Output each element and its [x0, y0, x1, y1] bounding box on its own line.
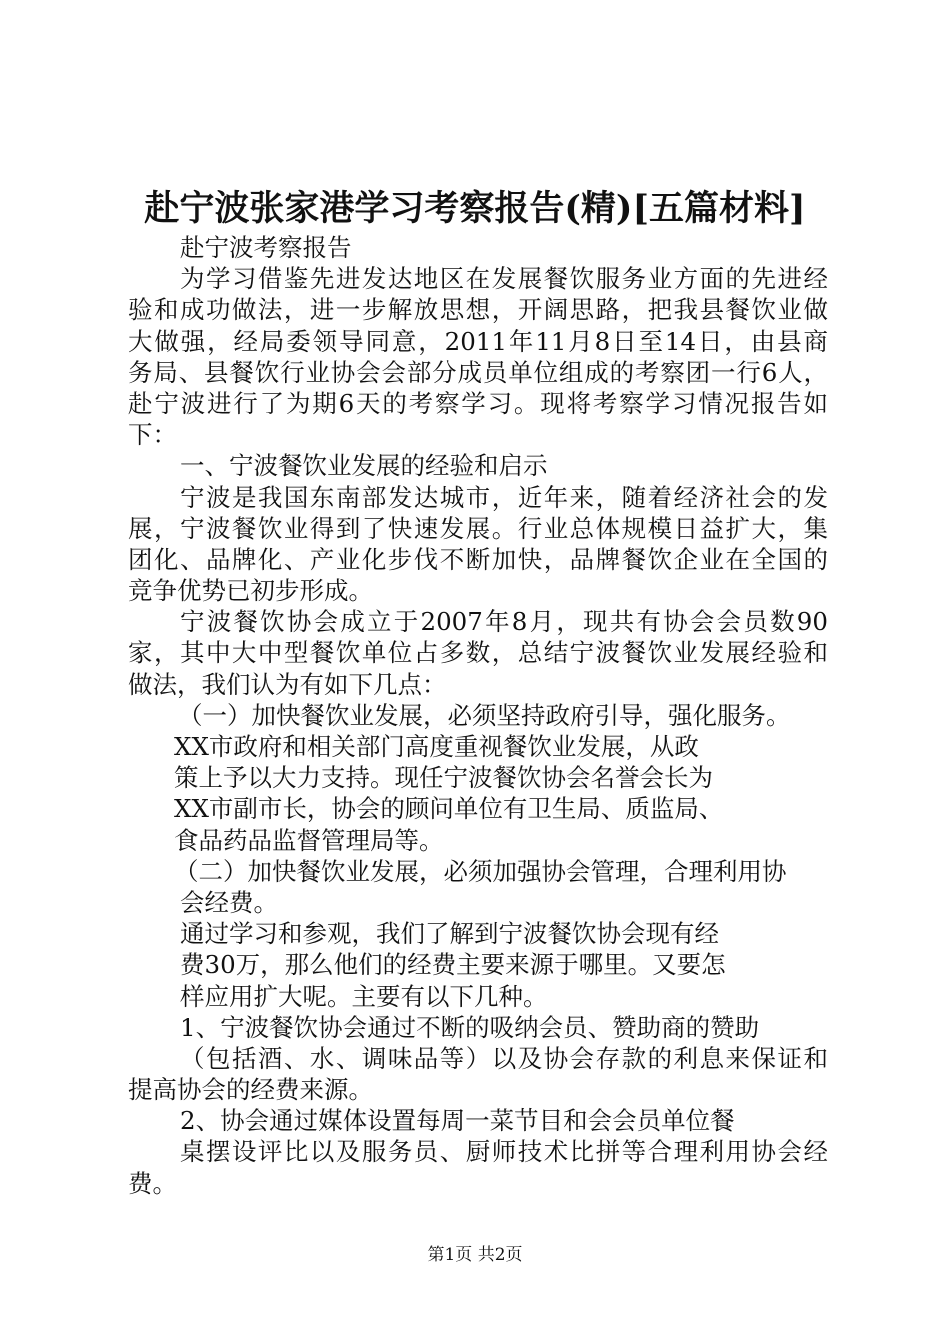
- paragraph-line: 务局、县餐饮行业协会会部分成员单位组成的考察团一行6人，: [128, 357, 828, 387]
- paragraph-line: 策上予以大力支持。现任宁波餐饮协会名誉会长为: [174, 763, 713, 793]
- list-item: 1、宁波餐饮协会通过不断的吸纳会员、赞助商的赞助: [180, 1012, 760, 1042]
- paragraph-line: 宁波餐饮协会成立于2007年8月，现共有协会会员数90: [180, 607, 828, 637]
- list-item: 提高协会的经费来源。: [128, 1075, 373, 1105]
- paragraph-line: 家，其中大中型餐饮单位占多数，总结宁波餐饮业发展经验和: [128, 638, 828, 668]
- paragraph-line: 样应用扩大呢。主要有以下几种。: [180, 981, 548, 1011]
- paragraph-line: 通过学习和参观，我们了解到宁波餐饮协会现有经: [180, 919, 719, 949]
- section-heading: 一、宁波餐饮业发展的经验和启示: [180, 451, 548, 481]
- paragraph-line: 宁波是我国东南部发达城市，近年来，随着经济社会的发: [180, 482, 828, 512]
- document-body: [128, 232, 828, 1199]
- paragraph-line: 做法，我们认为有如下几点：: [128, 669, 447, 699]
- section-heading: 赴宁波考察报告: [180, 233, 352, 262]
- paragraph-line: 食品药品监督管理局等。: [174, 825, 444, 855]
- document-title: 赴宁波张家港学习考察报告(精)[五篇材料]: [144, 188, 806, 229]
- paragraph-line: 展，宁波餐饮业得到了快速发展。行业总体规模日益扩大，集: [128, 513, 828, 543]
- paragraph-line: 竞争优势已初步形成。: [128, 576, 373, 606]
- paragraph-line: 下：: [128, 420, 177, 450]
- page-footer: 第1页 共2页: [427, 1245, 523, 1265]
- list-item: 费。: [128, 1168, 177, 1198]
- paragraph-line: 赴宁波进行了为期6天的考察学习。现将考察学习情况报告如: [128, 388, 828, 418]
- paragraph-line: 大做强，经局委领导同意，2011年11月8日至14日，由县商: [128, 326, 828, 356]
- paragraph-line: 费30万，那么他们的经费主要来源于哪里。又要怎: [180, 950, 726, 980]
- paragraph-line: 验和成功做法，进一步解放思想，开阔思路，把我县餐饮业做: [128, 295, 828, 325]
- list-item: 2、协会通过媒体设置每周一菜节目和会会员单位餐: [180, 1106, 735, 1136]
- paragraph-line: XX市副市长，协会的顾问单位有卫生局、质监局、: [174, 794, 724, 824]
- subsection-heading: （二）加快餐饮业发展，必须加强协会管理，合理利用协: [174, 856, 787, 886]
- paragraph-line: 为学习借鉴先进发达地区在发展餐饮服务业方面的先进经: [180, 264, 828, 294]
- paragraph-line: 团化、品牌化、产业化步伐不断加快，品牌餐饮企业在全国的: [128, 544, 828, 574]
- list-item: （包括酒、水、调味品等）以及协会存款的利息来保证和: [180, 1043, 828, 1073]
- paragraph-line: XX市政府和相关部门高度重视餐饮业发展，从政: [174, 732, 699, 761]
- subsection-heading: 会经费。: [180, 887, 278, 917]
- subsection-heading: （一）加快餐饮业发展，必须坚持政府引导，强化服务。: [178, 700, 791, 730]
- list-item: 桌摆设评比以及服务员、厨师技术比拼等合理利用协会经: [180, 1137, 828, 1167]
